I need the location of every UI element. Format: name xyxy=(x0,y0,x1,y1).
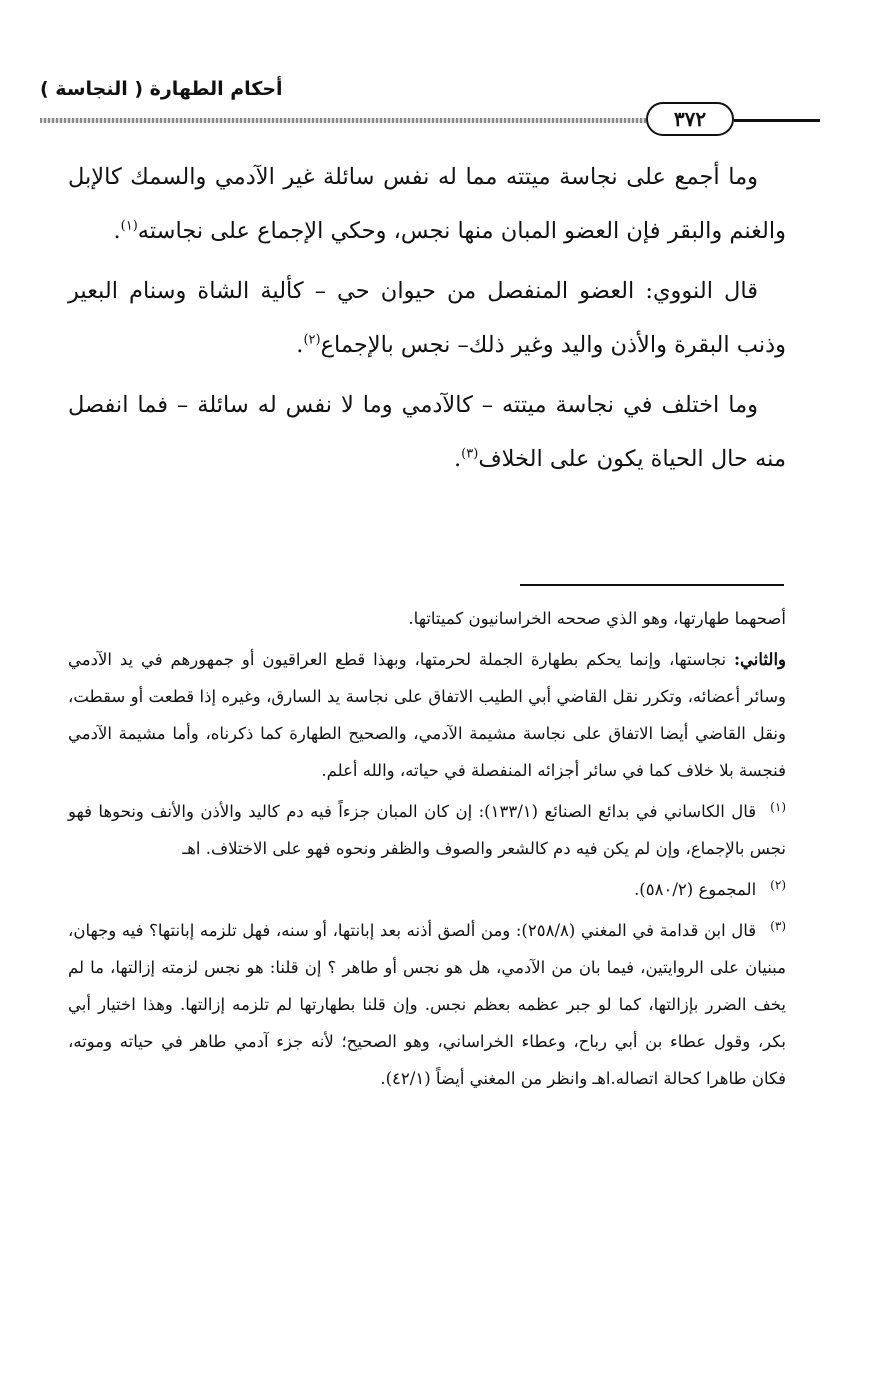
footnote-second-opinion xyxy=(68,641,786,789)
footnote-2-text: المجموع (٥٨٠/٢). xyxy=(634,880,757,899)
paragraph-2-text: قال النووي: العضو المنفصل من حيوان حي – كألية الشاة وسنام البعير وذنب البقرة والأذن واليد وغير ذلك– نجس بالإجماع xyxy=(68,278,786,358)
footnote-ref-3[interactable]: (٣) xyxy=(461,446,479,462)
main-text xyxy=(68,150,786,492)
footnote-ref-1[interactable]: (١) xyxy=(120,218,138,234)
footnote-3 xyxy=(68,912,786,1097)
page-header xyxy=(40,78,820,138)
footnote-separator xyxy=(520,584,784,586)
footnotes xyxy=(68,600,786,1101)
second-opinion-label: والثاني: xyxy=(733,650,786,669)
footnote-3-marker: (٣) xyxy=(770,918,786,933)
footnote-1-text: قال الكاساني في بدائع الصنائع (١٣٣/١): إن كان المبان جزءاً فيه دم كاليد والأذن والأنف ونحوها فهو نجس بالإجماع، وإن لم يكن فيه دم كالشعر والصوف والظفر ونحوه فهو على الاختلاف. اهـ xyxy=(68,802,786,858)
header-solid-rule xyxy=(734,119,820,122)
header-dotted-rule xyxy=(40,118,646,123)
paragraph-3 xyxy=(68,378,786,486)
paragraph-3-end: . xyxy=(454,446,462,472)
book-title: أحكام الطهارة ( النجاسة ) xyxy=(40,78,283,100)
paragraph-1 xyxy=(68,150,786,258)
page-number: ٣٧٢ xyxy=(646,102,734,136)
footnote-1 xyxy=(68,793,786,867)
paragraph-2 xyxy=(68,264,786,372)
paragraph-3-text: وما اختلف في نجاسة ميتته – كالآدمي وما لا نفس له سائلة – فما انفصل منه حال الحياة يكون على الخلاف xyxy=(68,392,786,472)
paragraph-1-text: وما أجمع على نجاسة ميتته مما له نفس سائلة غير الآدمي والسمك كالإبل والغنم والبقر فإن العضو المبان منها نجس، وحكي الإجماع على نجاسته xyxy=(68,164,786,244)
second-opinion-text: نجاستها، وإنما يحكم بطهارة الجملة لحرمتها، وبهذا قطع العراقيون أو جمهورهم في يد الآدمي وسائر أعضائه، وتكرر نقل القاضي أبي الطيب الاتفاق على نجاسة يد السارق، وغيره إذا قطعت أو سقطت، ونقل القاضي أيضا الاتفاق على نجاسة مشيمة الآدمي، والصحيح الطهارة كما ذكرناه، وأما مشيمة الآدمي فنجسة بلا خلاف كما في سائر أجزائه المنفصلة في حياته، والله أعلم. xyxy=(68,650,786,780)
paragraph-2-end: . xyxy=(296,332,304,358)
paragraph-1-end: . xyxy=(113,218,121,244)
footnote-2 xyxy=(68,871,786,908)
footnote-3-text: قال ابن قدامة في المغني (٢٥٨/٨): ومن ألصق أذنه بعد إبانتها، أو سنه، فهل تلزمه إبانتها؟ فيه وجهان، مبنيان على الروايتين، فيما بان من الآدمي، هل هو نجس أو طاهر ؟ إن قلنا: هو نجس لزمته إزالتها، ما لم يخف الضرر بإزالتها، كما لو جبر عظمه بعظم نجس. وإن قلنا بطهارتها لم تلزمه إزالتها. وهذا اختيار أبي بكر، وقول عطاء بن أبي رباح، وعطاء الخراساني، وهو الصحيح؛ لأنه جزء آدمي طاهر في حياته وموته، فكان طاهرا كحالة اتصاله.اهـ وانظر من المغني أيضاً (٤٢/١). xyxy=(68,921,786,1088)
footnote-1-marker: (١) xyxy=(770,799,786,814)
footnote-2-marker: (٢) xyxy=(770,877,786,892)
footnote-ref-2[interactable]: (٢) xyxy=(303,332,321,348)
footnote-continuation: أصحهما طهارتها، وهو الذي صححه الخراسانيون كميتاتها. xyxy=(408,609,786,628)
